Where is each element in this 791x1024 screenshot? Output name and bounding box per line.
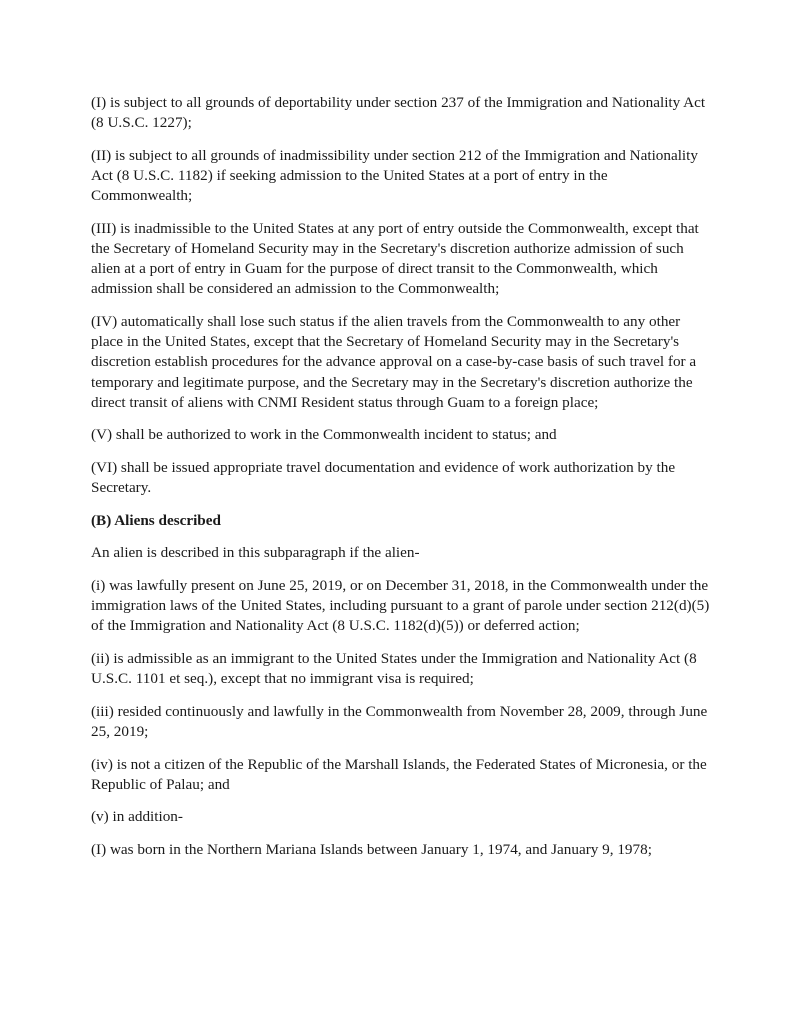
clause-i-lawfully-present: (i) was lawfully present on June 25, 2019, or on December 31, 2018, in the Commonwealth under the immigration laws of the United States, including pursuant to a grant of parole under section 212(d)(5) of the Immigration and Nationality Act (8 U.S.C. 1182(d)(5)) or deferred action; xyxy=(91,576,710,635)
clause-iv-citizenship: (iv) is not a citizen of the Republic of the Marshall Islands, the Federated States of Micronesia, or the Republic of Palau; and xyxy=(91,755,707,793)
clause-III-port-of-entry: (III) is inadmissible to the United States at any port of entry outside the Commonwealth, except that the Secretary of Homeland Security may in the Secretary's discretion authorize admission of such alien at a port of entry in Guam for the purpose of direct transit to the Commonwealth, which admission shall be considered an admission to the Commonwealth; xyxy=(91,219,699,298)
subparagraph-intro: An alien is described in this subparagraph if the alien- xyxy=(91,544,420,562)
section-heading-aliens-described: (B) Aliens described xyxy=(91,511,221,529)
clause-v-I-born: (I) was born in the Northern Mariana Islands between January 1, 1974, and January 9, 1978; xyxy=(91,840,652,858)
document-page xyxy=(91,93,711,873)
clause-iii-resided: (iii) resided continuously and lawfully in the Commonwealth from November 28, 2009, through June 25, 2019; xyxy=(91,702,708,740)
clause-VI-travel-documentation: (VI) shall be issued appropriate travel documentation and evidence of work authorization by the Secretary. xyxy=(91,459,676,497)
clause-IV-travel-status: (IV) automatically shall lose such status if the alien travels from the Commonwealth to any other place in the United States, except that the Secretary of Homeland Security may in the Secretary's discretion establish procedures for the advance approval on a case-by-case basis of such travel for a temporary and legitimate purpose, and the Secretary may in the Secretary's discretion authorize the direct transit of aliens with CNMI Resident status through Guam to a foreign place; xyxy=(91,313,697,411)
clause-ii-admissible: (ii) is admissible as an immigrant to the United States under the Immigration and Nationality Act (8 U.S.C. 1101 et seq.), except that no immigrant visa is required; xyxy=(91,649,697,688)
clause-v-in-addition: (v) in addition- xyxy=(91,808,183,826)
clause-II-inadmissibility: (II) is subject to all grounds of inadmissibility under section 212 of the Immigration and Nationality Act (8 U.S.C. 1182) if seeking admission to the United States at a port of entry in the Commonwealth; xyxy=(91,146,698,205)
clause-V-work-authorization: (V) shall be authorized to work in the Commonwealth incident to status; and xyxy=(91,426,557,444)
clause-I-deportability: (I) is subject to all grounds of deportability under section 237 of the Immigration and Nationality Act (8 U.S.C. 1227); xyxy=(91,94,706,132)
